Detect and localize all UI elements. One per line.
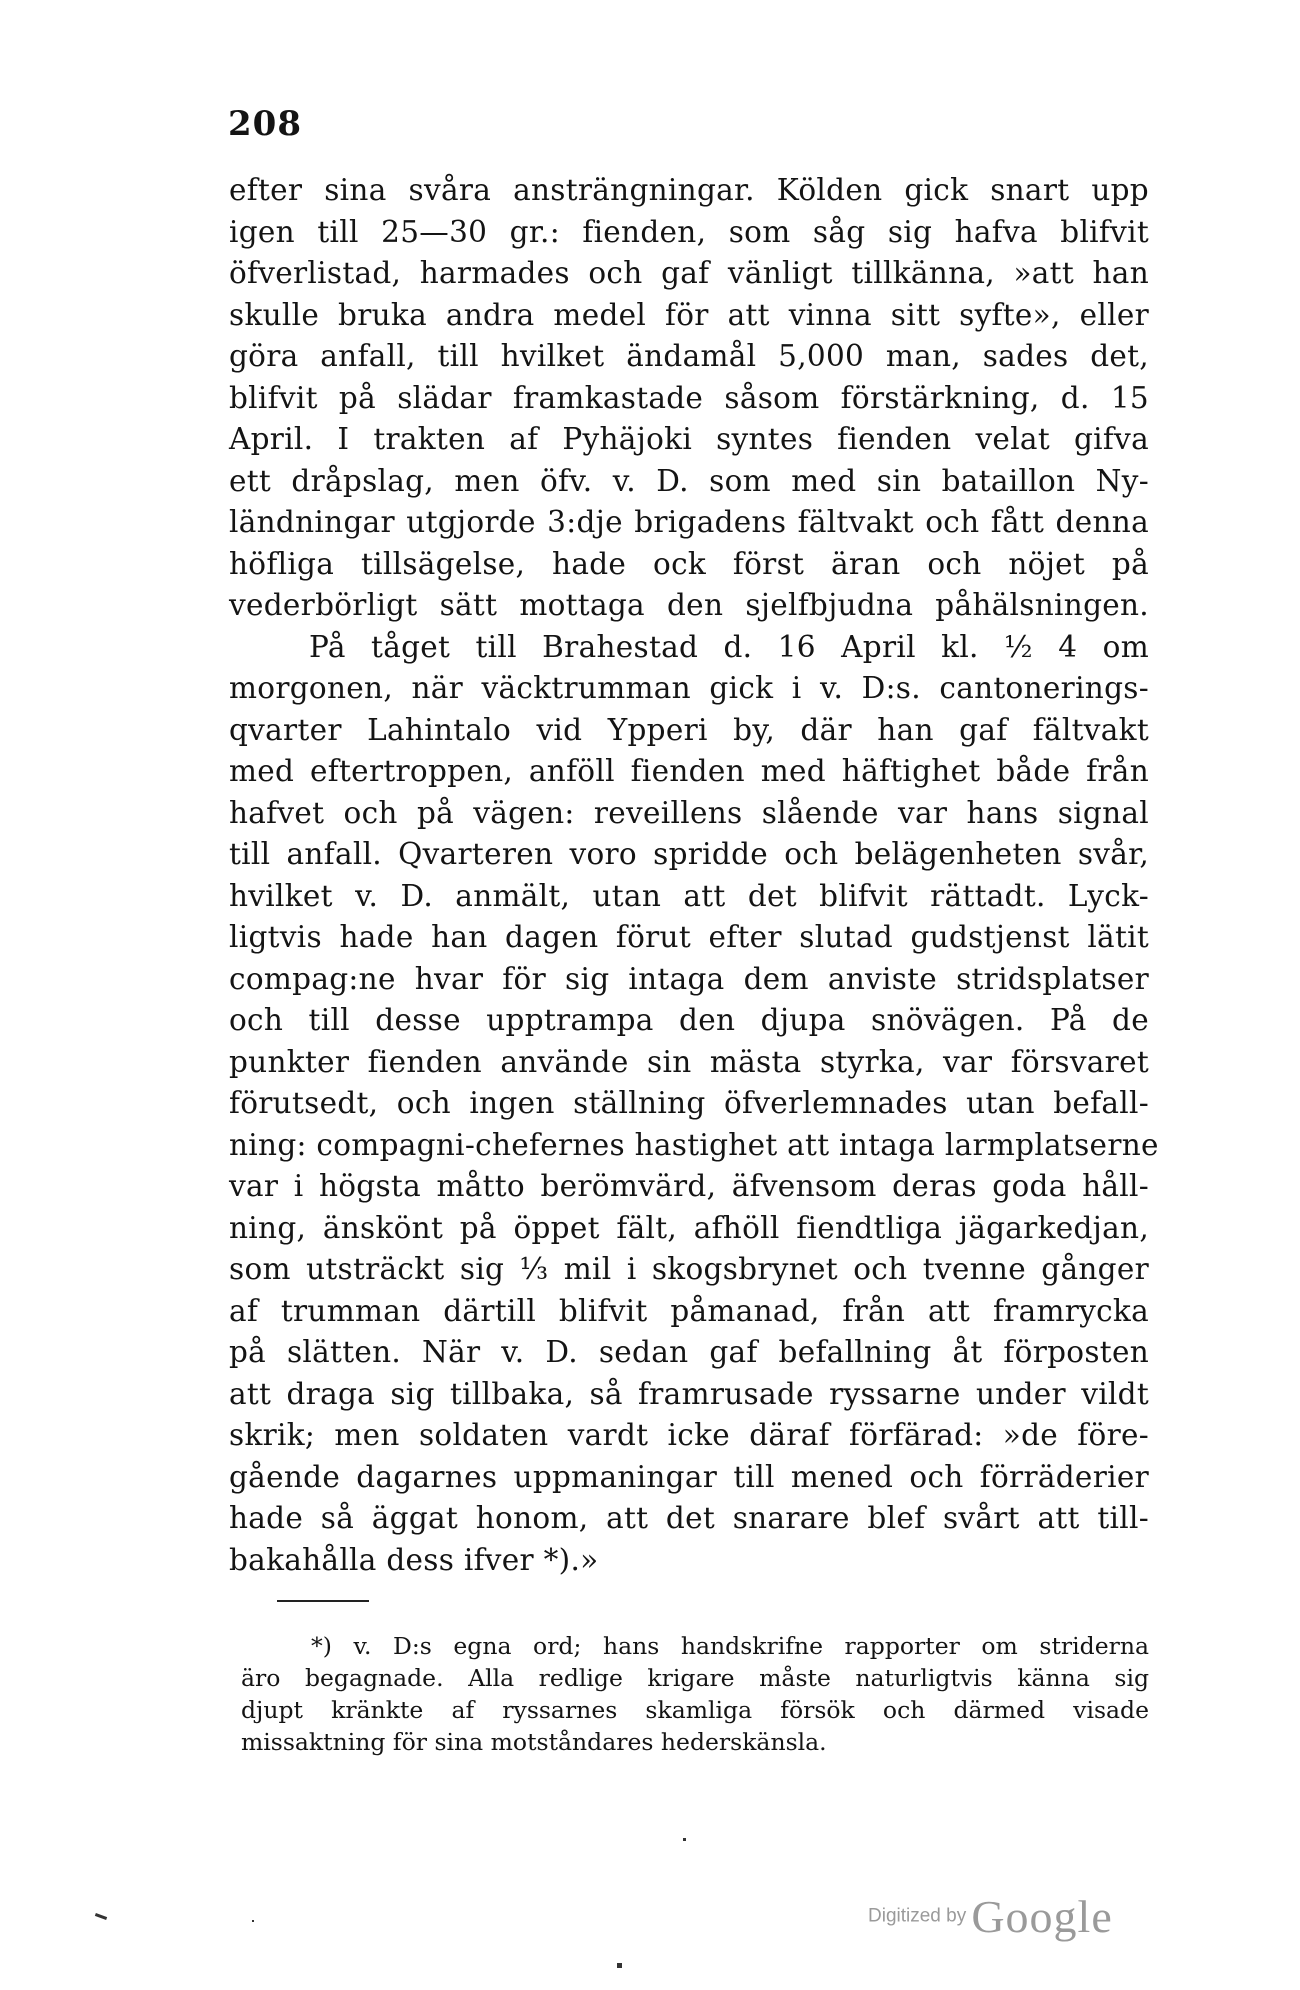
text-line: hade så äggat honom, att det snarare blef svårt att till- <box>229 1501 1149 1535</box>
footnote-line: äro begagnade. Alla redlige krigare måste naturligtvis känna sig <box>241 1664 1149 1692</box>
text-line: af trumman därtill blifvit påmanad, från att framrycka <box>229 1293 1149 1328</box>
paragraph-start-line: På tåget till Brahestad d. 16 April kl. ½ 4 om <box>309 629 1149 664</box>
text-line: punkter fienden använde sin mästa styrka, var försvaret <box>229 1044 1149 1079</box>
text-line: skrik; men soldaten vardt icke däraf förfärad: »de före- <box>229 1418 1149 1452</box>
text-line: var i högsta måtto berömvärd, äfvensom deras goda håll- <box>229 1169 1149 1203</box>
text-line: ning: compagni-chefernes hastighet att intaga larmplatserne <box>229 1127 1159 1162</box>
text-line: öfverlistad, harmades och gaf vänligt tillkänna, »att han <box>229 256 1149 290</box>
page-number: 208 <box>228 104 302 144</box>
text-line: hvilket v. D. anmält, utan att det blifvit rättadt. Lyck- <box>229 878 1149 913</box>
footnote-divider <box>277 1600 369 1602</box>
digitized-watermark <box>868 1890 1113 1943</box>
text-line: qvarter Lahintalo vid Ypperi by, där han gaf fältvakt <box>229 712 1149 747</box>
text-line: till anfall. Qvarteren voro spridde och belägenheten svår, <box>229 837 1149 871</box>
footnote-line: missaktning för sina motståndares hederskänsla. <box>241 1728 827 1756</box>
text-line: igen till 25—30 gr.: fienden, som såg sig hafva blifvit <box>229 214 1149 249</box>
text-line: skulle bruka andra medel för att vinna sitt syfte», eller <box>229 297 1149 332</box>
footnote-line: *) v. D:s egna ord; hans handskrifne rapporter om striderna <box>311 1632 1149 1660</box>
text-line: och till desse upptrampa den djupa snövägen. På de <box>229 1003 1149 1037</box>
scan-speck <box>252 1920 254 1922</box>
footnote-line: djupt kränkte af ryssarnes skamliga försök och därmed visade <box>241 1696 1149 1724</box>
scan-speck <box>95 1913 107 1920</box>
text-line: ett dråpslag, men öfv. v. D. som med sin bataillon Ny- <box>229 463 1149 498</box>
text-line: bakahålla dess ifver *).» <box>229 1542 599 1577</box>
text-line: höfliga tillsägelse, hade ock först äran och nöjet på <box>229 546 1149 581</box>
text-line: ländningar utgjorde 3:dje brigadens fältvakt och fått denna <box>229 505 1149 539</box>
text-line: vederbörligt sätt mottaga den sjelfbjudna påhälsningen. <box>229 588 1149 622</box>
watermark-prefix: Digitized by <box>868 1905 967 1927</box>
text-line: morgonen, när väcktrumman gick i v. D:s. cantonerings- <box>229 671 1149 705</box>
scan-speck <box>683 1838 686 1841</box>
text-line: hafvet och på vägen: reveillens slående var hans signal <box>229 795 1149 830</box>
footnote <box>241 1630 1149 1758</box>
text-line: ligtvis hade han dagen förut efter slutad gudstjenst lätit <box>229 920 1149 954</box>
text-line: compag:ne hvar för sig intaga dem anviste stridsplatser <box>229 961 1149 996</box>
scan-speck <box>617 1963 622 1968</box>
text-line: blifvit på slädar framkastade såsom förstärkning, d. 15 <box>229 380 1149 415</box>
text-line: ning, änskönt på öppet fält, afhöll fiendtliga jägarkedjan, <box>229 1210 1149 1245</box>
text-line: April. I trakten af Pyhäjoki syntes fienden velat gifva <box>229 422 1149 456</box>
text-line: som utsträckt sig ⅓ mil i skogsbrynet och tvenne gånger <box>229 1252 1149 1286</box>
text-line: göra anfall, till hvilket ändamål 5,000 man, sades det, <box>229 339 1149 373</box>
text-line: förutsedt, och ingen ställning öfverlemnades utan befall- <box>229 1086 1149 1120</box>
text-line: att draga sig tillbaka, så framrusade ryssarne under vildt <box>229 1376 1149 1411</box>
text-line: gående dagarnes uppmaningar till mened och förräderier <box>229 1459 1149 1494</box>
google-logo: Google <box>971 1891 1113 1942</box>
text-line: med eftertroppen, anföll fienden med häftighet både från <box>229 754 1149 788</box>
text-line: på slätten. När v. D. sedan gaf befallning åt förposten <box>229 1335 1149 1369</box>
text-line: efter sina svåra ansträngningar. Kölden gick snart upp <box>229 173 1149 207</box>
body-text <box>229 170 1159 1581</box>
